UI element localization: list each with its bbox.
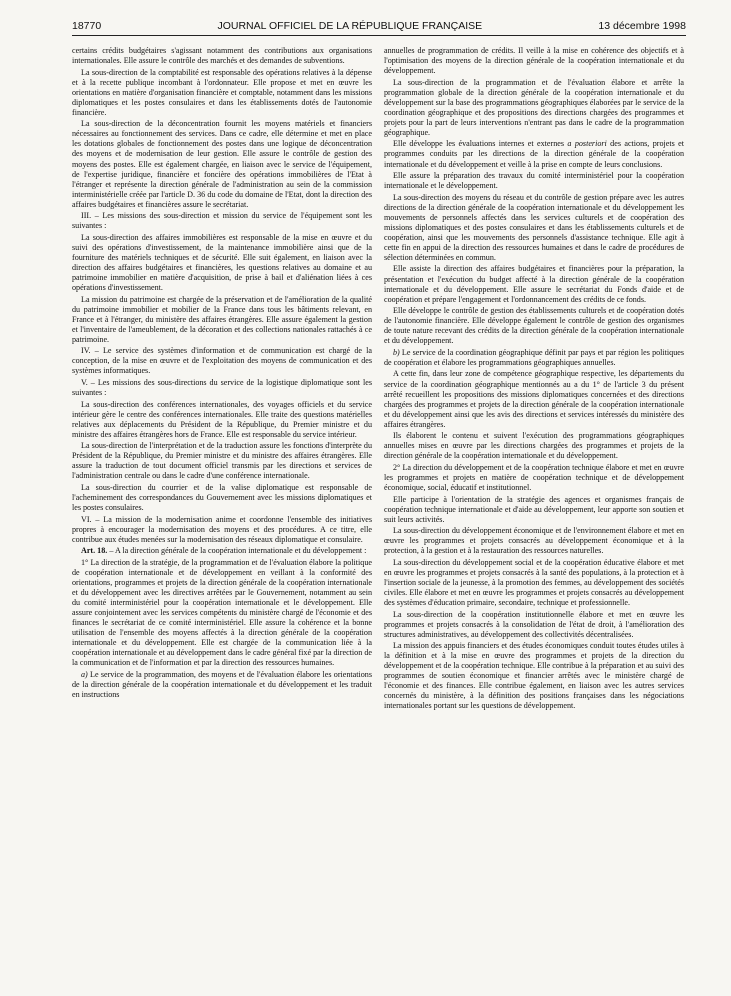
item-text: Le service de la programmation, des moyens et de l'évaluation élabore les orientations de la direction générale de la coopération internationale et du développement et les traduit en instructions — [72, 669, 372, 699]
paragraph: Elle assure la préparation des travaux du comité interministériel pour la coopération internationale et le développement. — [384, 171, 684, 191]
left-column — [72, 46, 372, 996]
paragraph: V. – Les missions des sous-directions du service de la logistique diplomatique sont les suivantes : — [72, 378, 372, 398]
right-column — [384, 46, 684, 996]
paragraph: La sous-direction du développement social et de la coopération éducative élabore et met en œuvre les programmes et projets consacrés à la santé des populations, à la protection et à l'insertion sociale de la jeunesse, à la promotion des femmes, au développement des sociétés civiles. Elle élabore et met en œuvre les programmes et projets consacrés au développement des systèmes d'éducation primaire, secondaire, technique et professionnelle. — [384, 557, 684, 607]
paragraph — [72, 670, 372, 700]
paragraph: La sous-direction du courrier et de la valise diplomatique est responsable de l'acheminement des correspondances du Gouvernement avec les missions diplomatiques et les postes consulaires. — [72, 482, 372, 513]
text-run: des actions, projets et programmes conduits par les directions de la direction générale de la coopération internationale et du développement et veille à la prise en compte de leurs conclusions. — [384, 139, 684, 169]
page-number: 18770 — [72, 20, 102, 32]
item-text: Le service de la coordination géographique définit par pays et par région les politiques de coopération et élabore les programmations géographiques annuelles. — [384, 347, 684, 367]
paragraph: La mission des appuis financiers et des études économiques conduit toutes études utiles à la définition et à la mise en œuvre des programmes et projets de la direction du développement et de la coopération technique. Elle contribue à la préparation et au suivi des programmes de soutien économique et financier arrêtés avec le ministère chargé de l'économie et des finances. Elle contribue également, en liaison avec les autres services concernés du ministère, à la définition des positions françaises dans les négociations internationales portant sur les questions de développement. — [384, 641, 684, 711]
paragraph: Elle participe à l'orientation de la stratégie des agences et organismes français de coopération technique internationale et d'aide au développement, leur apporte son soutien et suit leurs activités. — [384, 494, 684, 524]
item-marker: b) — [393, 347, 400, 357]
paragraph: A cette fin, dans leur zone de compétence géographique respective, les départements du service de la coordination géographique mentionnés au a du 1° de l'article 3 du présent arrêté recueillent les propositions des missions diplomatiques concernées et des directions chargées des programmes et projets de la direction générale de la coopération internationale et du développement ainsi que les avis des directions et services intéressés du ministère des affaires étrangères. — [384, 369, 684, 429]
paragraph: Elle développe le contrôle de gestion des établissements culturels et de coopération dotés de l'autonomie financière. Elle développe également le contrôle de gestion des organismes de toute nature recevant des crédits de la direction générale de la coopération internationale et du développement. — [384, 306, 684, 346]
paragraph: La sous-direction de la déconcentration fournit les moyens matériels et financiers nécessaires au fonctionnement des services. Dans ce cadre, elle détermine et met en place les dotations globales de fonctionnement des postes dans une logique de déconcentration des moyens et de modernisation de leur gestion. Elle assure le contrôle de gestion des moyens des postes. Elle est également chargée, en liaison avec le service de l'équipement, de l'expertise juridique, financière et foncière des opérations immobilières de l'Etat à l'étranger et représente la direction générale de l'administration au sein de la commission interministérielle créée par l'article D. 36 du code du domaine de l'Etat, dont la direction des affaires budgétaires et financières assure le secrétariat. — [72, 119, 372, 209]
paragraph: Ils élaborent le contenu et suivent l'exécution des programmations géographiques annuelles mises en œuvre par les directions chargées des programmes et projets de la direction générale de la coopération internationale et du développement. — [384, 431, 684, 461]
paragraph: La sous-direction des affaires immobilières est responsable de la mise en œuvre et du suivi des opérations d'investissement, de la maintenance immobilière ainsi que de la fourniture des matériels techniques et de sécurité. Elle suit également, en liaison avec la direction des affaires budgétaires et financières, les questions relatives au domaine et au patrimoine immobilier en matière d'acquisition, de prise à bail et d'aliénation liées à ces opérations d'investissement. — [72, 232, 372, 293]
paragraph: certains crédits budgétaires s'agissant notamment des contributions aux organisations internationales. Elle assure le contrôle des marchés et des demandes de subventions. — [72, 46, 372, 66]
text-run: Elle développe les évaluations internes et externes — [393, 139, 568, 149]
paragraph: La sous-direction des moyens du réseau et du contrôle de gestion prépare avec les autres directions de la direction générale de la coopération internationale et du développement les mouvements de personnels affectés dans les services culturels et de coopération des missions diplomatiques et des postes consulaires et dans les établissements culturels et de coopération, ainsi que les mouvements des personnels d'assistance technique. Elle agit à cette fin en appui de la direction des ressources humaines et dans le cadre de procédures de sélection déterminées en commun. — [384, 192, 684, 262]
paragraph: La mission du patrimoine est chargée de la préservation et de l'amélioration de la qualité du patrimoine immobilier et mobilier de la France dans tous les bâtiments relevant, en France et à l'étranger, du ministère des affaires étrangères. Elle assure également la gestion et l'inventaire de l'ameublement, de la décoration et des collections nationales rattachés à ce patrimoine. — [72, 294, 372, 344]
journal-title: JOURNAL OFFICIEL DE LA RÉPUBLIQUE FRANÇAISE — [217, 20, 483, 32]
article-intro: – A la direction générale de la coopération internationale et du développement : — [107, 546, 367, 556]
issue-date: 13 décembre 1998 — [598, 20, 686, 32]
paragraph: Elle assiste la direction des affaires budgétaires et financières pour la préparation, la présentation et l'exécution du budget affecté à la direction générale de la coopération internationale et du développement. Elle assure le secrétariat du Fonds d'aide et de coopération et prépare l'engagement et l'ordonnancement des crédits de ce fonds. — [384, 264, 684, 304]
paragraph: La sous-direction des conférences internationales, des voyages officiels et du service intérieur gère le centre des conférences internationales. Elle traite des questions matérielles relatives aux déplacements du Président de la République, du Premier ministre et du ministre des affaires étrangères hors de France. Elle est responsable du service intérieur. — [72, 399, 372, 439]
paragraph: VI. – La mission de la modernisation anime et coordonne l'ensemble des initiatives propres à encourager la modernisation des moyens et des procédures. A ce titre, elle contribue aux études menées sur la modernisation des réseaux diplomatique et consulaire. — [72, 514, 372, 544]
paragraph: 1° La direction de la stratégie, de la programmation et de l'évaluation élabore la politique de coopération internationale et de développement en veillant à la conformité des orientations, programmes et projets de la direction générale de la coopération internationale et du développement avec les directives arrêtées par le Gouvernement, notamment au sein du comité interministériel pour la coopération internationale et le développement. Elle assure conjointement avec les services compétents du ministère chargé de l'économie et des finances le secrétariat de ce comité interministériel. Elle assure la cohérence et la bonne utilisation de l'ensemble des moyens affectés à la direction générale de la coopération internationale et du développement. Elle est chargée de la communication liée à la coopération internationale et au développement dans le cadre général fixé par la direction de la communication et de l'information et par la direction des ressources humaines. — [72, 557, 372, 668]
item-marker: a) — [81, 669, 88, 679]
italic-term: a posteriori — [567, 139, 607, 149]
paragraph: La sous-direction du développement économique et de l'environnement élabore et met en œuvre les programmes et projets consacrés au développement économique et à la protection, à la gestion et à la restauration des ressources naturelles. — [384, 526, 684, 556]
paragraph: La sous-direction de la coopération institutionnelle élabore et met en œuvre les programmes et projets consacrés à la consolidation de l'état de droit, à l'amélioration des structures administratives, au développement des collectivités décentralisées. — [384, 609, 684, 639]
paragraph: La sous-direction de l'interprétation et de la traduction assure les fonctions d'interprète du Président de la République, du Premier ministre et du ministre des affaires étrangères. Elle assure la traduction de tout document officiel transmis par les directions et services de l'administration centrale ou dans le cadre d'une conférence internationale. — [72, 441, 372, 481]
paragraph — [384, 139, 684, 169]
article-number: Art. 18. — [81, 546, 108, 556]
paragraph: III. – Les missions des sous-direction et mission du service de l'équipement sont les suivantes : — [72, 211, 372, 231]
paragraph — [384, 348, 684, 368]
paragraph: La sous-direction de la comptabilité est responsable des opérations relatives à la dépense et à la recette publique incombant à l'ordonnateur. Elle propose et met en œuvre les orientations en matière d'organisation financière et comptable, notamment dans les missions diplomatiques et les postes consulaires et dans les établissements dotés de l'autonomie financière. — [72, 67, 372, 117]
paragraph: IV. – Le service des systèmes d'information et de communication est chargé de la conception, de la mise en œuvre et de l'exploitation des moyens de communication et des systèmes informatiques. — [72, 346, 372, 376]
article-heading — [72, 546, 372, 556]
paragraph: annuelles de programmation de crédits. Il veille à la mise en cohérence des objectifs et à l'optimisation des moyens de la direction générale de la coopération internationale et du développement. — [384, 46, 684, 76]
paragraph: La sous-direction de la programmation et de l'évaluation élabore et arrête la programmation globale de la direction générale de la coopération internationale et du développement sur la base des programmations géographiques élaborées par le service de la coordination géographique et des propositions des directions chargées des programmes et projets pour la part de leurs interventions n'entrant pas dans le cadre de la programmation géographique. — [384, 77, 684, 137]
page-header — [72, 20, 686, 36]
paragraph: 2° La direction du développement et de la coopération technique élabore et met en œuvre les programmes et projets en matière de coopération technique et de développement économique, social, éducatif et institutionnel. — [384, 462, 684, 492]
